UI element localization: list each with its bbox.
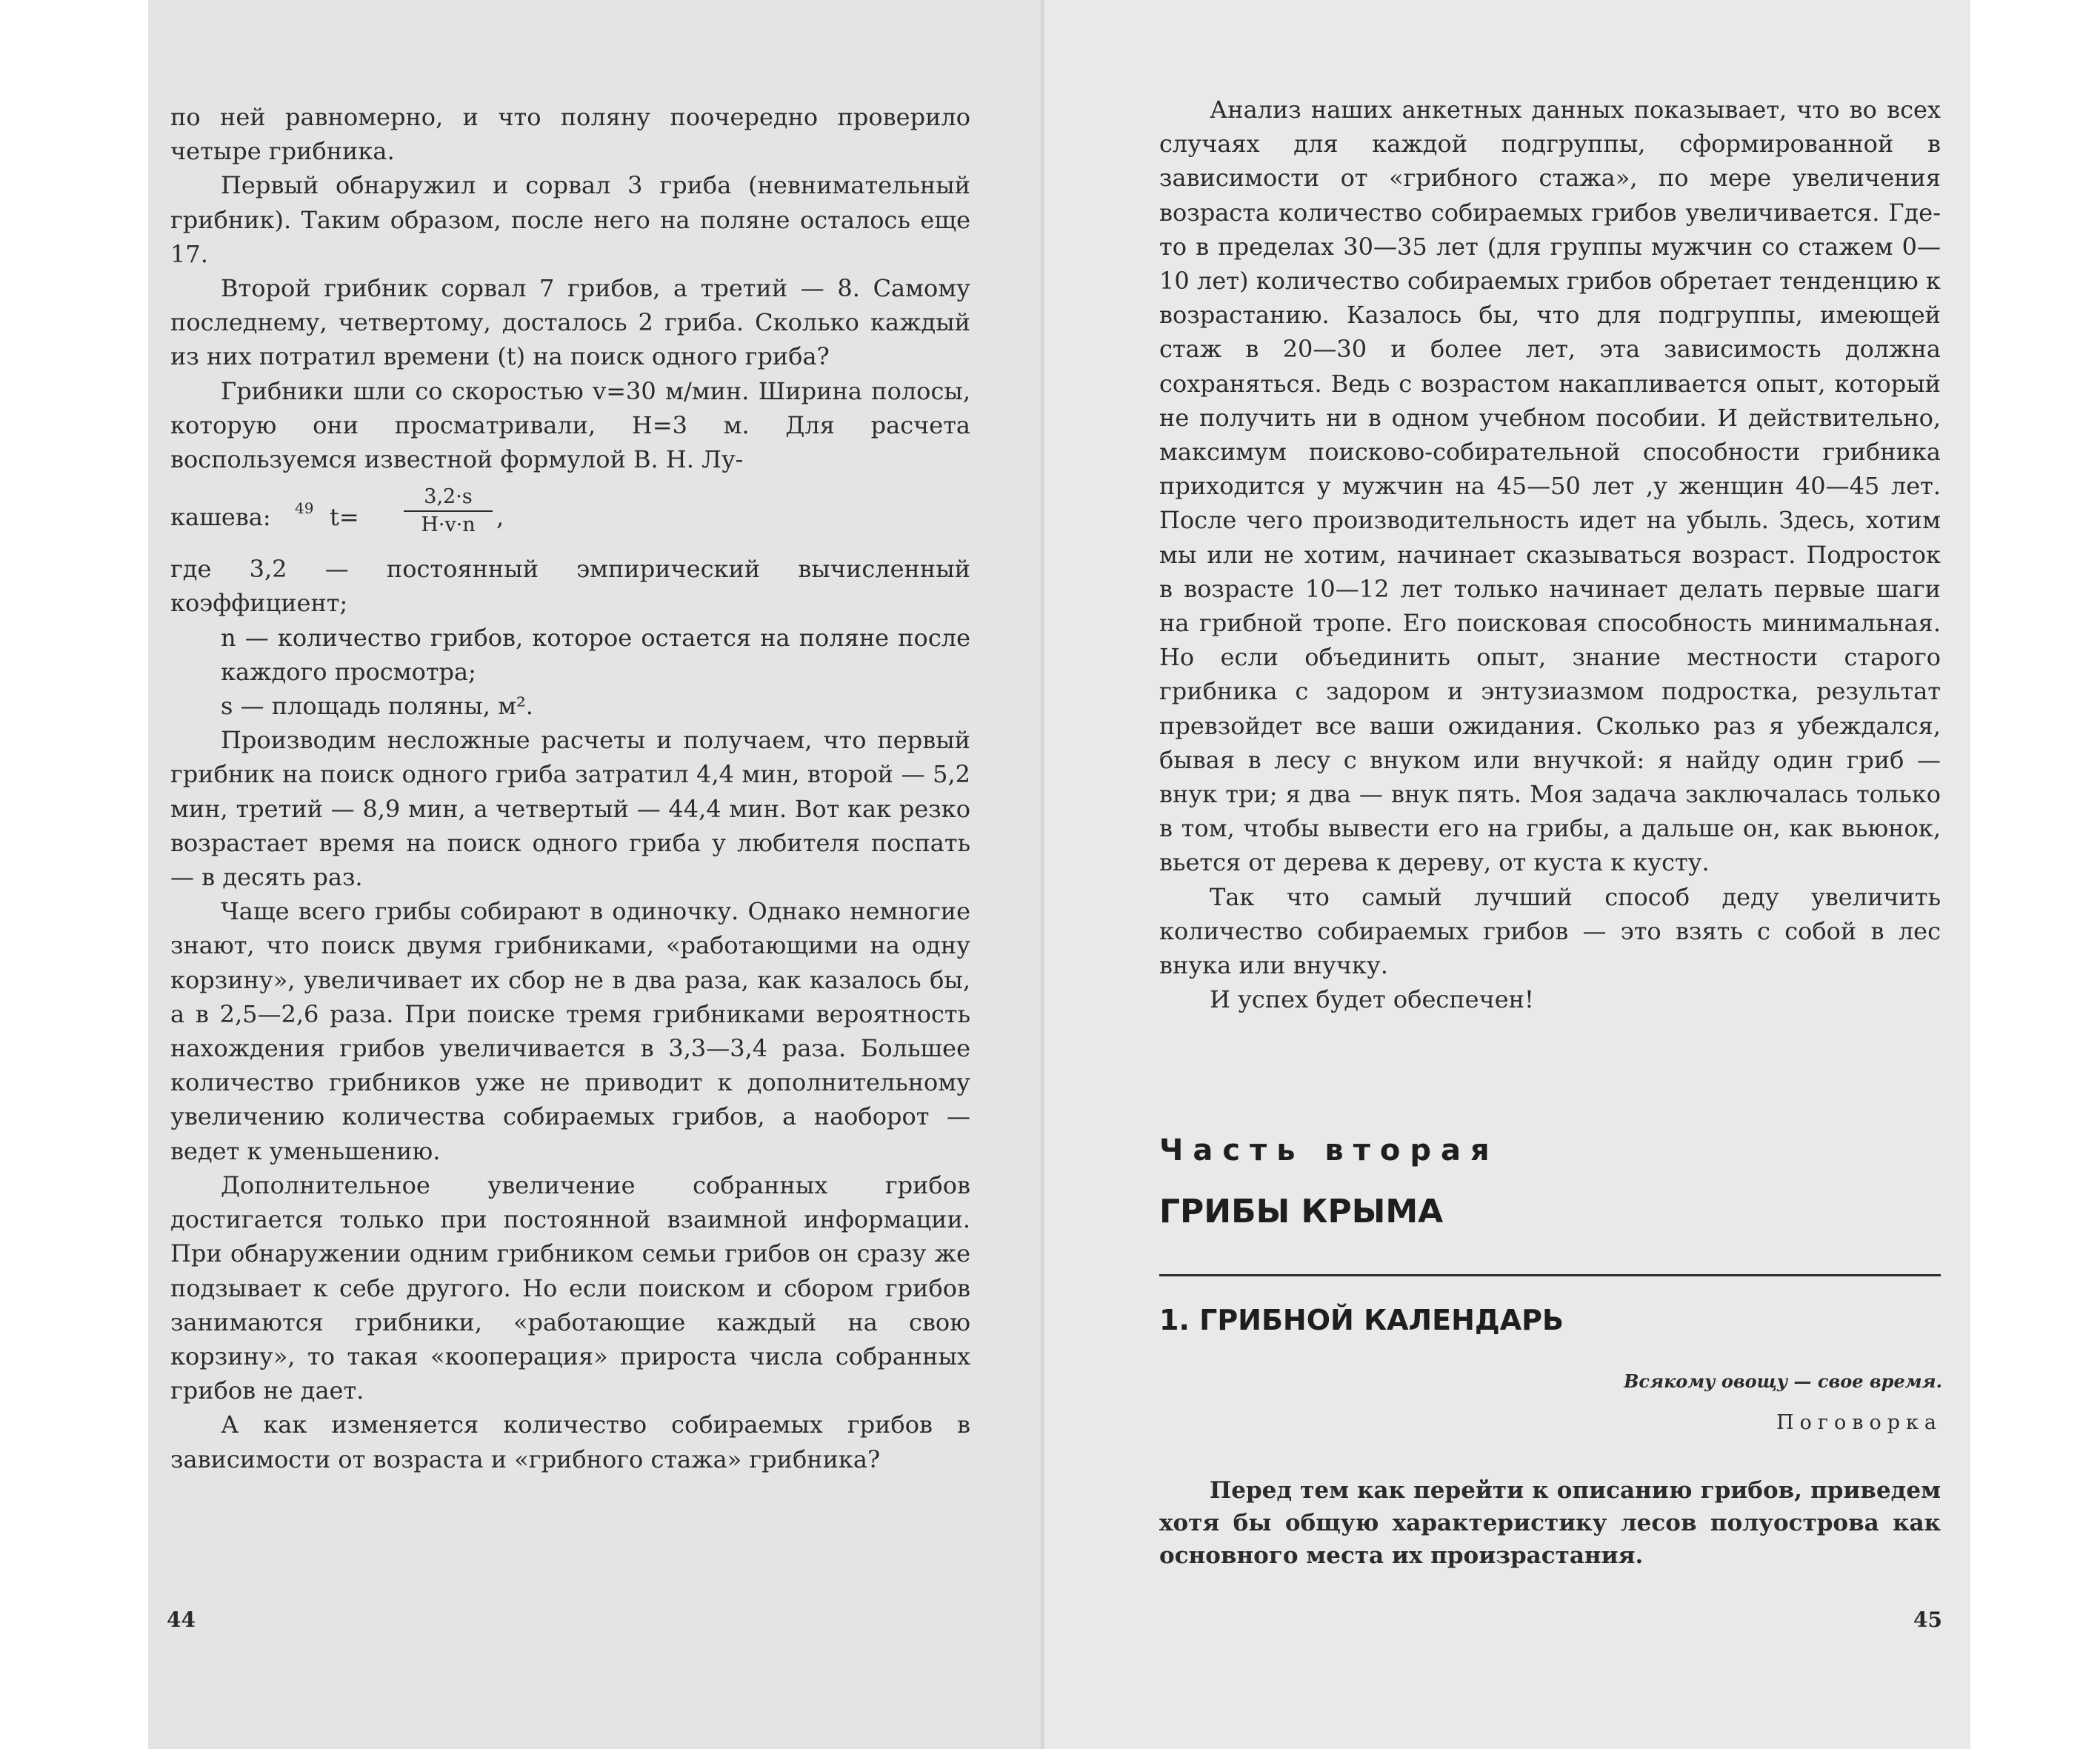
paragraph: Чаще всего грибы собирают в одиночку. Однако немногие знают, что поиск двумя грибниками, «работающими на одну корзину», увеличивает их сбор не в два раза, как казалось бы, а в 2,5—2,6 раза. При поиске тремя грибниками вероятность нахождения грибов увеличивается в 3,3—3,4 раза. Большее количество грибников уже не приводит к дополнительному увеличению количества собираемых грибов, а наоборот — ведет к уменьшению.	[170, 897, 970, 1165]
chapter-title: 1. ГРИБНОЙ КАЛЕНДАРЬ	[1159, 1304, 1564, 1336]
paragraph: Производим несложные расчеты и получаем, что первый грибник на поиск одного гриба затратил 4,4 мин, второй — 5,2 мин, третий — 8,9 мин, а четвертый — 44,4 мин. Вот как резко возрастает время на поиск одного гриба у любителя поспать — в десять раз.	[170, 726, 970, 892]
formula	[170, 484, 970, 543]
formula-fraction	[404, 484, 493, 539]
definition: s — площадь поляны, м².	[221, 692, 533, 721]
paragraph: по ней равномерно, и что поляну поочередно проверило четыре грибника.	[170, 103, 970, 166]
epigraph: Всякому овощу — свое время.	[1624, 1370, 1942, 1392]
page-number: 44	[167, 1608, 196, 1632]
left-page	[148, 0, 1044, 1749]
page-number: 45	[1913, 1608, 1942, 1632]
right-page	[1044, 0, 1970, 1749]
formula-denominator: H·v·n	[421, 513, 476, 537]
paragraph: Анализ наших анкетных данных показывает, что во всех случаях для каждой подгруппы, сформированной в зависимости от «грибного стажа», по мере увеличения возраста количество собираемых грибов увеличивается. Где-то в пределах 30—35 лет (для группы мужчин со стажем 0—10 лет) количество собираемых грибов обретает тенденцию к возрастанию. Казалось бы, что для подгруппы, имеющей стаж в 20—30 и более лет, эта зависимость должна сохраняться. Ведь с возрастом накапливается опыт, который не получить ни в одном учебном пособии. И действительно, максимум поисково-собирательной способности грибника приходится у мужчин на 45—50 лет ,у женщин 40—45 лет. После чего производительность идет на убыль. Здесь, хотим мы или не хотим, начинает сказываться возраст. Подросток в возрасте 10—12 лет только начинает делать первые шаги на грибной тропе. Его поисковая способность минимальная. Но если объединить опыт, знание местности старого грибника с задором и энтузиазмом подростка, результат превзойдет все ваши ожидания. Сколько раз я убеждался, бывая в лесу с внуком или внучкой: я найду один гриб — внук три; я два — внук пять. Моя задача заключалась только в том, чтобы вывести его на грибы, а дальше он, как вьюнок, вьется от дерева к дереву, от куста к кусту.	[1159, 96, 1941, 877]
paragraph: Так что самый лучший способ деду увеличить количество собираемых грибов — это взять с собой в лес внука или внучку.	[1159, 882, 1941, 980]
intro-paragraph: Перед тем как перейти к описанию грибов, приведем хотя бы общую характеристику лесов полуострова как основного места их произрастания.	[1159, 1477, 1941, 1569]
left-page-text	[170, 100, 970, 1476]
definition: где 3,2 — постоянный эмпирический вычисленный коэффициент;	[170, 555, 970, 618]
paragraph: Второй грибник сорвал 7 грибов, а третий — 8. Самому последнему, четвертому, досталось 2 гриба. Сколько каждый из них потратил времени (t) на поиск одного гриба?	[170, 274, 970, 371]
section-divider	[1159, 1274, 1941, 1276]
paragraph: Грибники шли со скоростью v=30 м/мин. Ширина полосы, которую они просматривали, H=3 м. Для расчета воспользуемся известной формулой В. Н. Лу-	[170, 376, 970, 474]
paragraph: Первый обнаружил и сорвал 3 гриба (невнимательный грибник). Таким образом, после него на поляне осталось еще 17.	[170, 171, 970, 268]
formula-lhs: t=	[330, 503, 359, 532]
part-title: ГРИБЫ КРЫМА	[1159, 1193, 1444, 1230]
formula-trail: ,	[496, 503, 504, 532]
epigraph-source: Поговорка	[1776, 1411, 1942, 1434]
right-page-text	[1159, 93, 1941, 1016]
paragraph: А как изменяется количество собираемых грибов в зависимости от возраста и «грибного стажа» грибника?	[170, 1410, 970, 1473]
definition: n — количество грибов, которое остается на поляне после каждого просмотра;	[221, 623, 970, 686]
part-label: Часть вторая	[1159, 1133, 1499, 1167]
footnote-ref: 49	[295, 499, 314, 518]
paragraph: И успех будет обеспечен!	[1210, 985, 1534, 1014]
paragraph: Дополнительное увеличение собранных грибов достигается только при постоянной взаимной информации. При обнаружении одним грибником семьи грибов он сразу же подзывает к себе другого. Но если поиском и сбором грибов занимаются грибники, «работающие каждый на свою корзину», то такая «кооперация» прироста числа собранных грибов не дает.	[170, 1170, 970, 1405]
formula-numerator: 3,2·s	[404, 484, 493, 512]
formula-lead: кашева:	[170, 503, 271, 532]
